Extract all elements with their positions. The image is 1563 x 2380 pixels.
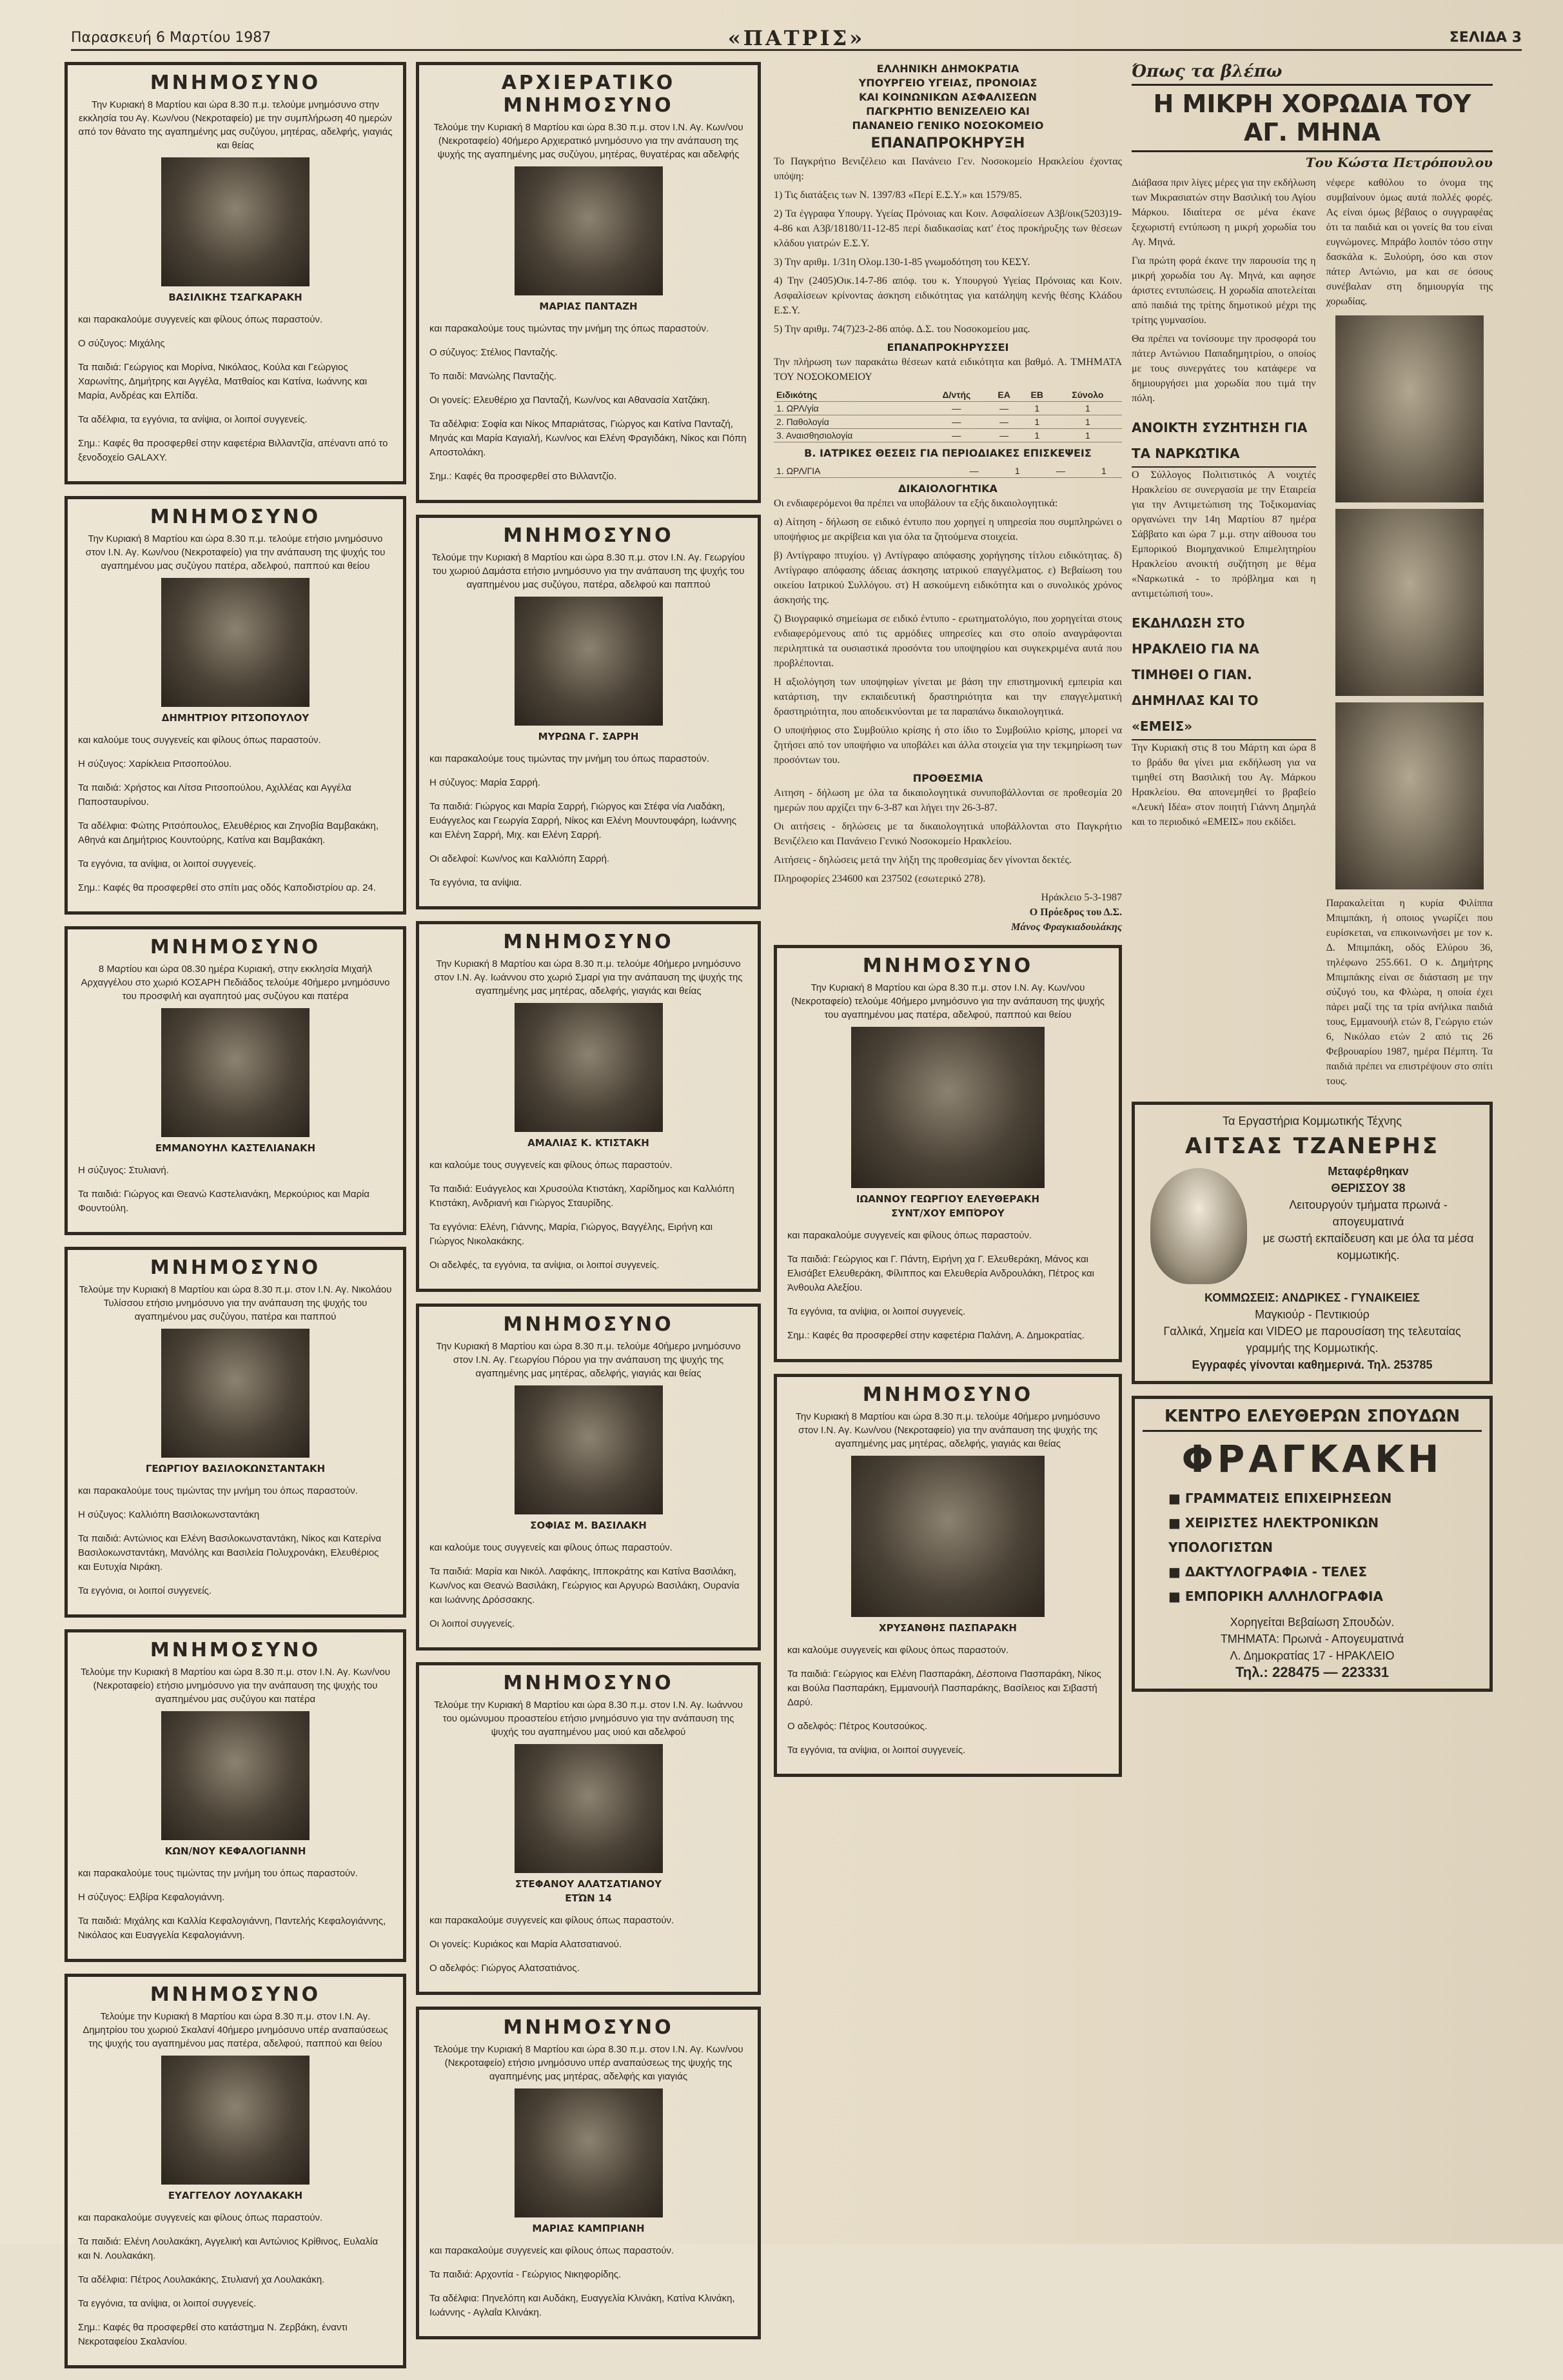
table-header: Ειδικότης	[774, 388, 925, 402]
portrait-photo	[851, 1456, 1045, 1617]
sub-heading: ΑΝΟΙΚΤΗ ΣΥΖΗΤΗΣΗ ΓΙΑ ΤΑ ΝΑΡΚΩΤΙΚΑ	[1132, 415, 1316, 468]
notice-line: Ο σύζυγος: Μιχάλης	[78, 338, 165, 349]
paragraph: Ο υποψήφιος στο Συμβούλιο κρίσης ή στο ίδιο το Συμβούλιο κρίσης, μπορεί να ζητήσει από τον υποψήφιο να υποβάλει και άλλα στοιχεία για την τεκμηρίωση των προσόντων του.	[774, 725, 1122, 766]
ad-title: ΑΙΤΣΑΣ ΤΖΑΝΕΡΗΣ	[1185, 1133, 1440, 1159]
portrait-photo	[161, 157, 310, 286]
authority-0: ΕΛΛΗΝΙΚΗ ΔΗΜΟΚΡΑΤΙΑ	[876, 63, 1019, 75]
portrait-photo	[515, 1385, 663, 1514]
portrait-photo	[515, 597, 663, 726]
notice-line: Τα παιδιά: Αντώνιος και Ελένη Βασιλοκωνσταντάκη, Νίκος και Κατερίνα Βασιλοκωνσταντάκη, Μανόλης και Βασιλεία Πολυχρονάκη, Ελευθέριος και Ευτυχία Νιράκη.	[78, 1533, 382, 1572]
notice-intro: Τελούμε την Κυριακή 8 Μαρτίου και ώρα 8.30 π.μ. στον Ι.Ν. Αγ. Ιωάννου του ομώνυμου προαστείου ετήσιο μνημόσυνο για την ανάπαυση της ψυχής του αγαπημένου μας υιού και αδελφού	[434, 1700, 743, 1738]
notice-line: και παρακαλούμε συγγενείς και φίλους όπως παραστούν.	[78, 314, 323, 325]
notice-line: Τα εγγόνια, τα ανίψια, οι λοιποί συγγενείς.	[78, 2298, 257, 2309]
deceased-name: ΧΡΥΣΑΝΘΗΣ ΠΑΣΠΑΡΑΚΗ	[879, 1622, 1017, 1634]
portrait-photo	[515, 2088, 663, 2217]
notice-line: Σημ.: Καφές θα προσφερθεί στο σπίτι μας οδός Καποδιστρίου αρ. 24.	[78, 882, 376, 893]
notice-line: Τα παιδιά: Γεώργιος και Μορίνα, Νικόλαος, Κούλα και Γεώργιος Χαρωνίτης, Δημήτρης και Αγγέλα, Ματθαίος και Κατίνα, Ιωάννης και Μαρία, Ανδρέας και Ελπίδα.	[78, 362, 368, 401]
ad-line: Μεταφέρθηκαν	[1328, 1165, 1409, 1178]
signature-title: Ο Πρόεδρος του Δ.Σ.	[1029, 907, 1122, 918]
sub-heading: Β. ΙΑΤΡΙΚΕΣ ΘΕΣΕΙΣ ΓΙΑ ΠΕΡΙΟΔΙΑΚΕΣ ΕΠΙΣΚΕΨΕΙΣ	[804, 447, 1092, 459]
paragraph: Πληροφορίες 234600 και 237502 (εσωτερικό 278).	[774, 873, 986, 884]
positions-table-b	[774, 464, 1122, 478]
notice-intro: Την Κυριακή 8 Μαρτίου και ώρα 8.30 π.μ. τελούμε 40ήμερο μνημόσυνο στον Ι.Ν. Αγ. Κων/νου (Νεκροταφείο) για την ανάπαυση της ψυχής της αγαπημένης μας μητέρας, αδελφής, γιαγιάς και θείας	[795, 1411, 1101, 1449]
notice-title: ΜΝΗΜΟΣΥΝΟ	[150, 72, 321, 94]
notice-line: Τα παιδιά: Γιώργος και Μαρία Σαρρή, Γιώργος και Στέφα νία Λιαδάκη, Ευάγγελος και Γεωργία Σαρρή, Νίκος και Ελένη Μουντουφάρη, Ιωάννης και Ελένη Σαρρή, Μιχ. και Ελένη Σαρρή.	[429, 801, 737, 840]
notice-line: Τα παιδιά: Γεώργιος και Γ. Πάντη, Ειρήνη χα Γ. Ελευθεράκη, Μάνος και Ελισάβετ Ελευθεράκη, Φίλιππος και Ελευθερία Ανδρουλάκη, Πέτρος και Άνθουλα Αλεξίου.	[787, 1254, 1094, 1293]
notice-line: Η σύζυγος: Μαρία Σαρρή.	[429, 777, 541, 788]
memorial-notice	[416, 1662, 761, 1995]
deceased-name: ΕΥΑΓΓΕΛΟΥ ΛΟΥΛΑΚΑΚΗ	[168, 2190, 303, 2201]
paragraph: 2) Τα έγγραφα Υπουργ. Υγείας Πρόνοιας και Κοιν. Ασφαλίσεων Α3β/οικ(5203)19-4-86 και Α3β/18180/11-12-85 περί διαδικασίας κατ' έτος προκήρυξης των θέσεων κλάδου γιατρών Ε.Σ.Υ.	[774, 208, 1122, 249]
notice-line: Οι λοιποί συγγενείς.	[429, 1618, 515, 1629]
deceased-name: ΜΑΡΙΑΣ ΚΑΜΠΡΙΑΝΗ	[532, 2223, 645, 2234]
notice-line: Τα εγγόνια, οι λοιποί συγγενείς.	[78, 1585, 212, 1596]
ad-line: Μαγκιούρ - Πεντικιούρ	[1255, 1308, 1370, 1321]
table-header: ΕΒ	[1021, 388, 1054, 402]
notice-line: Ο σύζυγος: Στέλιος Πανταζής.	[429, 347, 558, 358]
notice-line: Η σύζυγος: Ελβίρα Κεφαλογιάννη.	[78, 1892, 225, 1903]
notice-title: ΜΝΗΜΟΣΥΝΟ	[503, 524, 674, 547]
notice-line: Τα παιδιά: Μιχάλης και Καλλία Κεφαλογιάννη, Παντελής Κεφαλογιάννης, Νικόλαος και Ευαγγελία Κεφαλογιάννη.	[78, 1916, 386, 1941]
positions-table-a	[774, 388, 1122, 442]
school-ad	[1132, 1396, 1493, 1692]
paragraph: Το Παγκρήτιο Βενιζέλειο και Πανάνειο Γεν. Νοσοκομείο Ηρακλείου έχοντας υπόψη:	[774, 156, 1122, 182]
memorial-notice	[64, 1974, 406, 2368]
memorial-notice	[64, 1247, 406, 1618]
notice-intro: Την Κυριακή 8 Μαρτίου και ώρα 8.30 π.μ. τελούμε 40ήμερο μνημόσυνο στον Ι.Ν. Αγ. Ιωάννου στο χωριό Σμαρί για την ανάπαυση της ψυχής της αγαπημένης μας μητέρας, αδελφής, γιαγιάς και θείας	[434, 958, 743, 997]
notice-line: Τα παιδιά: Γιώργος και Θεανώ Καστελιανάκη, Μερκούριος και Μαρία Φουντούλη.	[78, 1189, 370, 1214]
portrait-photo	[161, 1329, 310, 1458]
ad-line: Τα Εργαστήρια Κομμωτικής Τέχνης	[1223, 1115, 1402, 1127]
notice-intro: Τελούμε την Κυριακή 8 Μαρτίου και ώρα 8.30 π.μ. στον Ι.Ν. Αγ. Κων/νου (Νεκροταφείο) 40ήμερο Αρχιερατικό μνημόσυνο για την ανάπαυση της ψυχής της αγαπημένης μας συζύγου, μητέρας, θυγατέρας και αδελφής	[433, 122, 743, 160]
deceased-name: ΜΑΡΙΑΣ ΠΑΝΤΑΖΗ	[539, 301, 638, 312]
notice-title: ΜΝΗΜΟΣΥΝΟ	[503, 2016, 674, 2039]
paragraph: νέφερε καθόλου το όνομα της συμβαίνουν όμως αυτά πολλές φορές. Ας είναι όμως βέβαιος ο συγγραφέας ότι τα παιδιά και οι γονείς θα του είναι ευγνώμονες. Μπράβο λοιπόν τόσο στην δασκάλα κ. Ξυλούρη, όσο και στον πάτερ Αντώνιο, μα και σε όσους συνέβαλαν στη δημιουργία της χορωδίας.	[1326, 177, 1493, 307]
notice-line: Τα αδέλφια: Πηνελόπη και Αυδάκη, Ευαγγελία Κλινάκη, Κατίνα Κλινάκη, Ιωάννης - Αγλαΐα Κλινάκη.	[429, 2293, 735, 2318]
notice-intro: Την Κυριακή 8 Μαρτίου και ώρα 8.30 π.μ. τελούμε 40ήμερο μνημόσυνο στον Ι.Ν. Αγ. Γεωργίου Πόρου για την ανάπαυση της ψυχής της αγαπημένης μας μητέρας, αδελφής, γιαγιάς και θείας	[436, 1341, 741, 1379]
notice-title: ΕΠΑΝΑΠΡΟΚΗΡΥΞΗ	[870, 135, 1025, 152]
page-number: ΣΕΛΙΔΑ 3	[1449, 30, 1522, 46]
notice-line: και καλούμε τους συγγενείς και φίλους όπως παραστούν.	[429, 1160, 673, 1171]
paragraph: 1) Τις διατάξεις των Ν. 1397/83 «Περί Ε.Σ.Υ.» και 1579/85.	[774, 190, 1022, 201]
article-kicker: Όπως τα βλέπω	[1132, 62, 1283, 81]
ad-line: Λ. Δημοκρατίας 17 - ΗΡΑΚΛΕΙΟ	[1230, 1649, 1395, 1662]
portrait-photo	[161, 1008, 310, 1137]
notice-intro: Τελούμε την Κυριακή 8 Μαρτίου και ώρα 8.30 π.μ. στον Ι.Ν. Αγ. Δημητρίου του χωριού Σκαλανί 40ήμερο μνημόσυνο υπέρ αναπαύσεως της ψυχής του αγαπημένου μας πατέρα, αδελφού, παππού και θείου	[83, 2011, 388, 2049]
notice-intro: Τελούμε την Κυριακή 8 Μαρτίου και ώρα 8.30 π.μ. στον Ι.Ν. Αγ. Νικολάου Τυλίσσου ετήσιο μνημόσυνο για την ανάπαυση της ψυχής του αγαπημένου μας συζύγου, πατέρα και παππού	[79, 1284, 392, 1322]
ad-line: ΚΕΝΤΡΟ ΕΛΕΥΘΕΡΩΝ ΣΠΟΥΔΩΝ	[1143, 1407, 1482, 1432]
notice-title: ΑΡΧΙΕΡΑΤΙΚΟ ΜΝΗΜΟΣΥΝΟ	[501, 72, 676, 117]
paragraph: α) Αίτηση - δήλωση σε ειδικό έντυπο που χορηγεί η υπηρεσία που συμπληρώνει ο υποψήφιος με ακρίβεια και για όλα τα ζητούμενα στοιχεία.	[774, 517, 1122, 542]
portrait-photo	[851, 1027, 1045, 1188]
notice-intro: Την Κυριακή 8 Μαρτίου και ώρα 8.30 π.μ. τελούμε ετήσιο μνημόσυνο στον Ι.Ν. Αγ. Κων/νου (Νεκροταφείο) για την ανάπαυση της ψυχής του αγαπημένου μας συζύγου πατέρα, αδελφού, παππού και θείου	[85, 533, 386, 571]
paragraph: 5) Την αριθμ. 74(7)23-2-86 απόφ. Δ.Σ. του Νοσοκομείου μας.	[774, 324, 1030, 335]
notice-line: Τα αδέλφια: Σοφία και Νίκος Μπαριάτσας, Γιώργος και Κατίνα Πανταζή, Μηνάς και Μαρία Καγιαλή, Κων/νος και Ελένη Φραγιδάκη, Νίκος και Πόπη Αποστολάκη.	[429, 419, 747, 458]
notice-title: ΜΝΗΜΟΣΥΝΟ	[862, 1383, 1034, 1406]
authority-1: ΥΠΟΥΡΓΕΙΟ ΥΓΕΙΑΣ, ΠΡΟΝΟΙΑΣ	[858, 77, 1037, 89]
deceased-name: ΒΑΣΙΛΙΚΗΣ ΤΣΑΓΚΑΡΑΚΗ	[168, 292, 302, 303]
memorial-notice	[416, 1304, 761, 1651]
model-illustration	[1150, 1168, 1247, 1284]
notice-line: Τα εγγόνια, τα ανίψια, οι λοιποί συγγενείς.	[787, 1745, 966, 1756]
notice-line: και παρακαλούμε συγγενείς και φίλους όπως παραστούν.	[787, 1230, 1032, 1241]
child-photo	[1335, 702, 1484, 889]
notice-line: Τα αδέλφια, τα εγγόνια, τα ανίψια, οι λοιποί συγγενείς.	[78, 414, 308, 425]
memorial-notice	[64, 1629, 406, 1962]
hair-salon-ad	[1132, 1102, 1493, 1384]
deceased-name: ΓΕΩΡΓΙΟΥ ΒΑΣΙΛΟΚΩΝΣΤΑΝΤΑΚΗ	[145, 1463, 326, 1474]
memorial-notice	[64, 62, 406, 484]
sub-heading: ΔΙΚΑΙΟΛΟΓΗΤΙΚΑ	[898, 482, 998, 495]
notice-line: και παρακαλούμε συγγενείς και φίλους όπως παραστούν.	[78, 2212, 323, 2223]
issue-date: Παρασκευή 6 Μαρτίου 1987	[71, 30, 271, 46]
paragraph: 3) Την αριθμ. 1/31η Ολομ.130-1-85 γνωμοδότηση του ΚΕΣΥ.	[774, 257, 1030, 268]
notice-line: και παρακαλούμε συγγενείς και φίλους όπως παραστούν.	[429, 1915, 674, 1926]
notice-line: Τα παιδιά: Ελένη Λουλακάκη, Αγγελική και Αντώνιος Κρίθινος, Ευλαλία και Ν. Λουλακάκη.	[78, 2236, 378, 2261]
sub-heading: ΕΚΔΗΛΩΣΗ ΣΤΟ ΗΡΑΚΛΕΙΟ ΓΙΑ ΝΑ ΤΙΜΗΘΕΙ Ο ΓΙΑΝ. ΔΗΜΗΛΑΣ ΚΑΙ ΤΟ «ΕΜΕΙΣ»	[1132, 610, 1316, 740]
list-item: ■ ΔΑΚΤΥΛΟΓΡΑΦΙΑ - ΤΕΛΕΣ	[1168, 1560, 1482, 1584]
notice-title: ΜΝΗΜΟΣΥΝΟ	[503, 931, 674, 953]
ad-line: με σωστή εκπαίδευση και με όλα τα μέσα κομμωτικής.	[1263, 1232, 1474, 1262]
ad-line: Εγγραφές γίνονται καθημερινά. Τηλ. 253785	[1192, 1358, 1433, 1371]
paragraph: Οι ενδιαφερόμενοι θα πρέπει να υποβάλουν τα εξής δικαιολογητικά:	[774, 498, 1058, 509]
notice-line: Τα παιδιά: Χρήστος και Λίτσα Ριτσοπούλου, Αχιλλέας και Αγγέλα Παποσταυρίνου.	[78, 782, 351, 808]
notice-title: ΜΝΗΜΟΣΥΝΟ	[150, 1983, 321, 2006]
notice-line: Σημ.: Καφές θα προσφερθεί στην καφετέρια Παλάνη, Α. Δημοκρατίας.	[787, 1330, 1085, 1341]
ad-line: ΘΕΡΙΣΣΟΥ 38	[1331, 1182, 1406, 1195]
notice-date: Ηράκλειο 5-3-1987	[1041, 892, 1122, 903]
paragraph: Αιτήσεις - δηλώσεις μετά την λήξη της προθεσμίας δεν γίνονται δεκτές.	[774, 855, 1072, 866]
notice-line: Σημ.: Καφές θα προσφερθεί στο Βιλλαντζίο.	[429, 471, 617, 482]
deceased-name: ΜΥΡΩΝΑ Γ. ΣΑΡΡΗ	[538, 731, 639, 742]
paragraph: Την Κυριακή στις 8 του Μάρτη και ώρα 8 το βράδυ θα γίνει μια εκδήλωση για να τιμηθεί στη Βασιλική του Αγ. Μάρκου Ηρακλείου. Θα απονεμηθεί το βραβείο «Λευκή Ιδέα» στον ποιητή Γιάννη Δημηλά και το περιοδικό «ΕΜΕΙΣ» που εκδίδει.	[1132, 742, 1316, 828]
deceased-name: ΚΩΝ/ΝΟΥ ΚΕΦΑΛΟΓΙΑΝΝΗ	[164, 1845, 306, 1857]
deceased-name: ΕΜΜΑΝΟΥΗΛ ΚΑΣΤΕΛΙΑΝΑΚΗ	[155, 1142, 316, 1154]
notice-title: ΜΝΗΜΟΣΥΝΟ	[150, 1256, 321, 1279]
memorial-notice	[416, 62, 761, 503]
table-row: 3. Αναισθησιολογία — — 1 1	[774, 429, 1122, 442]
notice-line: Οι γονείς: Κυριάκος και Μαρία Αλατσατιανού.	[429, 1939, 622, 1950]
notice-line: Οι αδελφοί: Κων/νος και Καλλιόπη Σαρρή.	[429, 853, 610, 864]
deceased-name: ΣΟΦΙΑΣ Μ. ΒΑΣΙΛΑΚΗ	[530, 1520, 647, 1531]
notice-line: Τα εγγόνια, τα ανίψια, οι λοιποί συγγενείς.	[787, 1306, 966, 1317]
deceased-note: ΣΥΝΤ/ΧΟΥ ΕΜΠΌΡΟΥ	[891, 1207, 1005, 1219]
ad-line: Χορηγείται Βεβαίωση Σπουδών.	[1230, 1616, 1395, 1629]
memorial-notice	[64, 496, 406, 915]
memorial-notice	[416, 515, 761, 909]
notice-line: Τα παιδιά: Ευάγγελος και Χρυσούλα Κτιστάκη, Χαρίδημος και Καλλιόπη Κτιστάκη, Ανδριανή και Γιώργος Σταυρίδης.	[429, 1184, 734, 1209]
list-item: ■ ΧΕΙΡΙΣΤΕΣ ΗΛΕΚΤΡΟΝΙΚΩΝ ΥΠΟΛΟΓΙΣΤΩΝ	[1168, 1511, 1482, 1560]
notice-line: και παρακαλούμε τους τιμώντας την μνήμη του όπως παραστούν.	[78, 1868, 358, 1879]
column-2	[416, 62, 761, 2351]
course-list	[1143, 1486, 1482, 1609]
signer-name: Μάνος Φραγκιαδουλάκης	[1011, 922, 1122, 933]
notice-title: ΜΝΗΜΟΣΥΝΟ	[862, 955, 1034, 977]
paragraph: 4) Την (2405)Οικ.14-7-86 απόφ. του κ. Υπουργού Υγείας Πρόνοιας και Κοιν. Ασφαλίσεων κρίνοντας άσκηση ειδικότητας για κατάληψη κενής θέσης Κλάδου Ε.Σ.Υ.	[774, 275, 1122, 316]
notice-line: και παρακαλούμε συγγενείς και φίλους όπως παραστούν.	[429, 2245, 674, 2256]
column-4	[1132, 62, 1493, 1703]
notice-title: ΜΝΗΜΟΣΥΝΟ	[503, 1313, 674, 1336]
article-headline: Η ΜΙΚΡΗ ΧΟΡΩΔΙΑ ΤΟΥ ΑΓ. ΜΗΝΑ	[1132, 84, 1493, 152]
hospital-notice	[774, 62, 1122, 935]
notice-line: και καλούμε συγγενείς και φίλους όπως παραστούν.	[787, 1645, 1009, 1656]
column-3	[774, 62, 1122, 1789]
ad-line: Τηλ.: 228475 — 223331	[1235, 1664, 1390, 1680]
notice-intro: Την Κυριακή 8 Μαρτίου και ώρα 8.30 π.μ. τελούμε μνημόσυνο στην εκκλησία του Αγ. Κων/νου (Νεκροταφείο) με την συμπλήρωση 40 ημερών από τον θάνατο της αγαπημένης μας συζύγου, μητέρας, αδελφής, γιαγιάς και θείας	[78, 99, 393, 151]
memorial-notice	[774, 1374, 1122, 1777]
ad-line: ΤΜΗΜΑΤΑ: Πρωινά - Απογευματινά	[1220, 1632, 1404, 1645]
notice-line: Ο αδελφός: Πέτρος Κουτσούκος.	[787, 1721, 928, 1732]
portrait-photo	[515, 1003, 663, 1132]
table-header: Σύνολο	[1054, 388, 1122, 402]
notice-line: Τα εγγόνια, τα ανίψια, οι λοιποί συγγενείς.	[78, 858, 257, 869]
paragraph: Θα πρέπει να τονίσουμε την προσφορά του πάτερ Αντώνιου Παπαδημητρίου, ο οποίος με τους συνεργάτες του κατάφερε να δημιουργήσει μια χορωδία που τιμά την πόλη.	[1132, 333, 1316, 404]
notice-line: Οι γονείς: Ελευθέριο χα Πανταζή, Κων/νος και Αθανασία Χατζάκη.	[429, 395, 711, 406]
list-item: ■ ΕΜΠΟΡΙΚΗ ΑΛΛΗΛΟΓΡΑΦΙΑ	[1168, 1584, 1482, 1609]
table-header: ΕΑ	[988, 388, 1021, 402]
notice-intro: Τελούμε την Κυριακή 8 Μαρτίου και ώρα 8.30 π.μ. στον Ι.Ν. Αγ. Κων/νου (Νεκροταφείο) ετήσιο μνημόσυνο για την ανάπαυση της ψυχής του αγαπημένου μας συζύγου και πατέρα	[80, 1667, 391, 1705]
deceased-name: ΑΜΑΛΙΑΣ Κ. ΚΤΙΣΤΑΚΗ	[527, 1137, 649, 1149]
notice-line: Οι αδελφές, τα εγγόνια, τα ανίψια, οι λοιποί συγγενείς.	[429, 1260, 660, 1271]
notice-title: ΜΝΗΜΟΣΥΝΟ	[150, 506, 321, 528]
portrait-photo	[515, 1744, 663, 1873]
notice-intro: Την Κυριακή 8 Μαρτίου και ώρα 8.30 π.μ. στον Ι.Ν. Αγ. Κων/νου (Νεκροταφείο) τελούμε 40ήμερο μνημόσυνο για την ανάπαυση της ψυχής του αγαπημένου μας πατέρα, αδελφού, παππού και θείου	[791, 982, 1105, 1020]
notice-line: Σημ.: Καφές θα προσφερθεί στην καφετέρια Βιλλαντζία, απέναντι από το ξενοδοχείο GALAXY.	[78, 438, 388, 463]
child-photo	[1335, 509, 1484, 696]
paragraph: ζ) Βιογραφικό σημείωμα σε ειδικό έντυπο - ερωτηματολόγιο, που χορηγείται στους ενδιαφερόμενους από τις αρμόδιες υπηρεσίες και στο οποίο αναγράφονται περιληπτικά τα ουσιαστικά προσόντα του υποψηφίου και συγκεκριμένα αυτά που προβλέπονται.	[774, 613, 1122, 669]
sub-heading: ΕΠΑΝΑΠΡΟΚΗΡΥΣΣΕΙ	[887, 341, 1009, 353]
deceased-name: ΔΗΜΗΤΡΙΟΥ ΡΙΤΣΟΠΟΥΛΟΥ	[161, 712, 310, 724]
col3-notices	[774, 945, 1122, 1777]
portrait-photo	[161, 1711, 310, 1840]
authority-3: ΠΑΓΚΡΗΤΙΟ ΒΕΝΙΖΕΛΕΙΟ ΚΑΙ	[866, 105, 1030, 117]
paragraph: Αιτηση - δήλωση με όλα τα δικαιολογητικά συνυποβάλλονται σε προθεσμία 20 ημερών που αρχίζει την 6-3-87 και λήγει την 26-3-87.	[774, 788, 1122, 813]
deceased-name: ΙΩΑΝΝΟΥ ΓΕΩΡΓΙΟΥ ΕΛΕΥΘΕΡΑΚΗ	[856, 1193, 1040, 1205]
table-row: 1. ΩΡΛ/γία — — 1 1	[774, 402, 1122, 415]
paragraph: Για πρώτη φορά έκανε την παρουσία της η μικρή χορωδία του Αγ. Μηνά, και αφησε άριστες εντυπώσεις. Η χορωδία αποτελείται από παιδιά της τρίτης δημοτικού μέχρι της τρίτης γυμνασίου.	[1132, 255, 1316, 326]
notice-line: Τα παιδιά: Γεώργιος και Ελένη Πασπαράκη, Δέσποινα Πασπαράκη, Νίκος και Βούλα Πασπαράκη, Εμμανουήλ Πασπαράκης, Βασίλειος και Σιβαστή Δαρύ.	[787, 1669, 1101, 1708]
table-header: Δ/ντής	[925, 388, 987, 402]
portrait-photo	[161, 578, 310, 707]
notice-title: ΜΝΗΜΟΣΥΝΟ	[503, 1672, 674, 1694]
deceased-note: ΕΤΏΝ 14	[565, 1892, 612, 1904]
article-byline: Του Κώστα Πετρόπουλου	[1305, 155, 1493, 170]
notice-line: Τα αδέλφια: Πέτρος Λουλακάκης, Στυλιανή χα Λουλακάκη.	[78, 2274, 325, 2285]
portrait-photo	[515, 166, 663, 295]
ad-line: Γαλλικά, Χημεία και VIDEO με παρουσίαση της τελευταίας γραμμής της Κομμωτικής.	[1163, 1325, 1461, 1354]
column-1	[64, 62, 406, 2380]
paragraph: Οι αιτήσεις - δηλώσεις με τα δικαιολογητικά υποβάλλονται στο Παγκρήτιο Βενιζέλειο και Πανάνειο Γενικό Νοσοκομείο Ηρακλείου.	[774, 821, 1122, 847]
ad-line: ΚΟΜΜΩΣΕΙΣ: ΑΝΔΡΙΚΕΣ - ΓΥΝΑΙΚΕΙΕΣ	[1204, 1291, 1420, 1304]
memorial-notice	[416, 921, 761, 1292]
child-photo	[1335, 315, 1484, 502]
paragraph: Η αξιολόγηση των υποψηφίων γίνεται με βάση την επιστημονική εμπειρία και κατάρτιση, την εκπαιδευτική δραστηριότητα και την επαγγελματική δραστηριότητα, που αποδεικνύονται με τα παραπάνω δικαιολογητικά.	[774, 677, 1122, 717]
notice-line: Τα εγγόνια, τα ανίψια.	[429, 877, 522, 888]
deceased-name: ΣΤΕΦΑΝΟΥ ΑΛΑΤΣΑΤΙΑΝΟΥ	[515, 1878, 662, 1890]
notice-title: ΜΝΗΜΟΣΥΝΟ	[150, 1639, 321, 1661]
paragraph: Την πλήρωση των παρακάτω θέσεων κατά ειδικότητα και βαθμό. Α. ΤΜΗΜΑΤΑ ΤΟΥ ΝΟΣΟΚΟΜΕΙΟΥ	[774, 357, 1122, 382]
notice-line: Η σύζυγος: Χαρίκλεια Ριτσοπούλου.	[78, 759, 232, 769]
authority-4: ΠΑΝΑΝΕΙΟ ΓΕΝΙΚΟ ΝΟΣΟΚΟΜΕΙΟ	[852, 119, 1044, 132]
notice-line: Τα παιδιά: Αρχοντία - Γεώργιος Νικηφορίδης.	[429, 2269, 622, 2280]
notice-line: και καλούμε τους συγγενείς και φίλους όπως παραστούν.	[78, 735, 321, 746]
notice-line: Ο αδελφός: Γιώργος Αλατσατιάνος.	[429, 1963, 580, 1974]
notice-line: Τα εγγόνια: Ελένη, Γιάννης, Μαρία, Γιώργος, Βαγγέλης, Ειρήνη και Γιώργος Νικολακάκης.	[429, 1222, 713, 1247]
list-item: ■ ΓΡΑΜΜΑΤΕΙΣ ΕΠΙΧΕΙΡΗΣΕΩΝ	[1168, 1486, 1482, 1511]
ad-title: ΦΡΑΓΚΑΚΗ	[1181, 1437, 1443, 1481]
notice-line: και παρακαλούμε τους τιμώντας την μνήμη του όπως παραστούν.	[429, 753, 709, 764]
notice-line: και καλούμε τους συγγενείς και φίλους όπως παραστούν.	[429, 1542, 673, 1553]
paragraph: β) Αντίγραφο πτυχίου. γ) Αντίγραφο απόφασης χορήγησης τίτλου ειδικότητας. δ) Αντίγραφο απόφασης άδειας άσκησης ιατρικού επαγγέλματος. ε) Βεβαίωση του οικείου Ιατρικού Συλλόγου. στ) Η ασκούμενη ειδικότητα και ο συνολικός χρόνος άσκησής της.	[774, 550, 1122, 606]
paragraph: Ο Σύλλογος Πολιτιστικός Α νοιχτές Ηρακλείου σε συνεργασία με την Εταιρεία για την Αντιμετώπιση της Τοξικομανίας οργανώνει την 14η Μαρτίου 87 ημέρα Σάββατο και ώρα 7 μ.μ. στην αίθουσα του Εμπορικού Βιομηχανικού Επιμελητηρίου Ηρακλείου ανοικτή συζήτηση με θέμα «Ναρκωτικά - το πρόβλημα και η αντιμετώπισή του».	[1132, 470, 1316, 599]
table-row: 2. Παθολογία — — 1 1	[774, 415, 1122, 429]
page-header	[71, 26, 1522, 51]
notice-line: Σημ.: Καφές θα προσφερθεί στο κατάστημα Ν. Ζερβάκη, έναντι Νεκροταφείου Σκαλανίου.	[78, 2322, 348, 2347]
notice-line: Η σύζυγος: Στυλιανή.	[78, 1165, 169, 1176]
memorial-notice	[774, 945, 1122, 1362]
portrait-photo	[161, 2056, 310, 2185]
notice-line: Τα παιδιά: Μαρία και Νικόλ. Λαφάκης, Ιπποκράτης και Κατίνα Βασιλάκη, Κων/νος και Θεανώ Βασιλάκη, Γεώργιος και Αργυρώ Βασιλάκη, Ουρανία και Ιωάννης Δρόσσακης.	[429, 1566, 740, 1605]
notice-line: Το παιδί: Μανώλης Πανταζής.	[429, 371, 556, 382]
ad-line: Λειτουργούν τμήματα πρωινά - απογευματινά	[1289, 1198, 1448, 1228]
paragraph: Διάβασα πριν λίγες μέρες για την εκδήλωση των Μικρασιατών στην Βασιλική του Αγίου Μάρκου. Ιδιαίτερα σε μένα έκανε ξεχωριστή εντύπωση η μικρή χορωδία του Αγ. Μηνά.	[1132, 177, 1316, 248]
masthead: «ΠΑΤΡΙΣ»	[727, 26, 865, 50]
notice-line: και παρακαλούμε τους τιμώντας την μνήμη του όπως παραστούν.	[78, 1485, 358, 1496]
notice-line: Τα αδέλφια: Φώτης Ριτσόπουλος, Ελευθέριος και Ζηνοβία Βαμβακάκη, Αθηνά και Δημήτριος Κουντούρης, Κατίνα και Βαμβακάκη.	[78, 820, 379, 846]
table-row: 1. ΩΡΛ/ΓΙΑ — 1 — 1	[774, 464, 1122, 478]
memorial-notice	[416, 2007, 761, 2339]
authority-2: ΚΑΙ ΚΟΙΝΩΝΙΚΩΝ ΑΣΦΑΛΙΣΕΩΝ	[858, 91, 1037, 103]
opinion-article	[1132, 62, 1493, 1093]
missing-family-notice: Παρακαλείται η κυρία Φιλίππα Μπιμπάκη, ή οποιος γνωρίζει που ευρίσκεται, να επικοινωνήσει με τον κ. Δ. Μπιμπάκη, οδός Ελύρου 36, τηλέφωνο 255.661. Ο κ. Δημήτρης Μπιμπάκης είναι σε διάσταση με την σύζυγό του, κα Φλώρα, η οποία έχει πάρει μαζί της τα τρία ανήλικα παιδιά τους, Εμμανουήλ ετών 8, Γεώργιο ετών 6, Νικόλαο ετών 2 από τις 26 Φεβρουαρίου 1987, ημέρα Πέμπτη. Τα παιδιά πρέπει να επιστρέψουν στο σπίτι τους.	[1326, 898, 1493, 1087]
notice-intro: Τελούμε την Κυριακή 8 Μαρτίου και ώρα 8.30 π.μ. στον Ι.Ν. Αγ. Γεωργίου του χωριού Δαμάστα ετήσιο μνημόσυνο για την ανάπαυση της ψυχής του αγαπημένου μας συζύγου, πατέρα, αδελφού και παππού	[431, 552, 745, 590]
notice-line: Η σύζυγος: Καλλιόπη Βασιλοκωνσταντάκη	[78, 1509, 260, 1520]
notice-intro: Τελούμε την Κυριακή 8 Μαρτίου και ώρα 8.30 π.μ. στον Ι.Ν. Αγ. Κων/νου (Νεκροταφείο) ετήσιο μνημόσυνο υπέρ αναπαύσεως της ψυχής της αγαπημένης μας μητέρας, αδελφής και γιαγιάς	[433, 2044, 743, 2082]
notice-line: και παρακαλούμε τους τιμώντας την μνήμη της όπως παραστούν.	[429, 323, 709, 334]
memorial-notice	[64, 926, 406, 1235]
notice-title: ΜΝΗΜΟΣΥΝΟ	[150, 936, 321, 958]
sub-heading: ΠΡΟΘΕΣΜΙΑ	[912, 772, 983, 784]
notice-intro: 8 Μαρτίου και ώρα 08.30 ημέρα Κυριακή, στην εκκλησία Μιχαήλ Αρχαγγέλου στο χωριό ΚΟΣΑΡΗ Πεδιάδος τελούμε 40ήμερο μνημόσυνο του προσφιλή και αγαπητού μας συζύγου και πατέρα	[81, 964, 390, 1002]
